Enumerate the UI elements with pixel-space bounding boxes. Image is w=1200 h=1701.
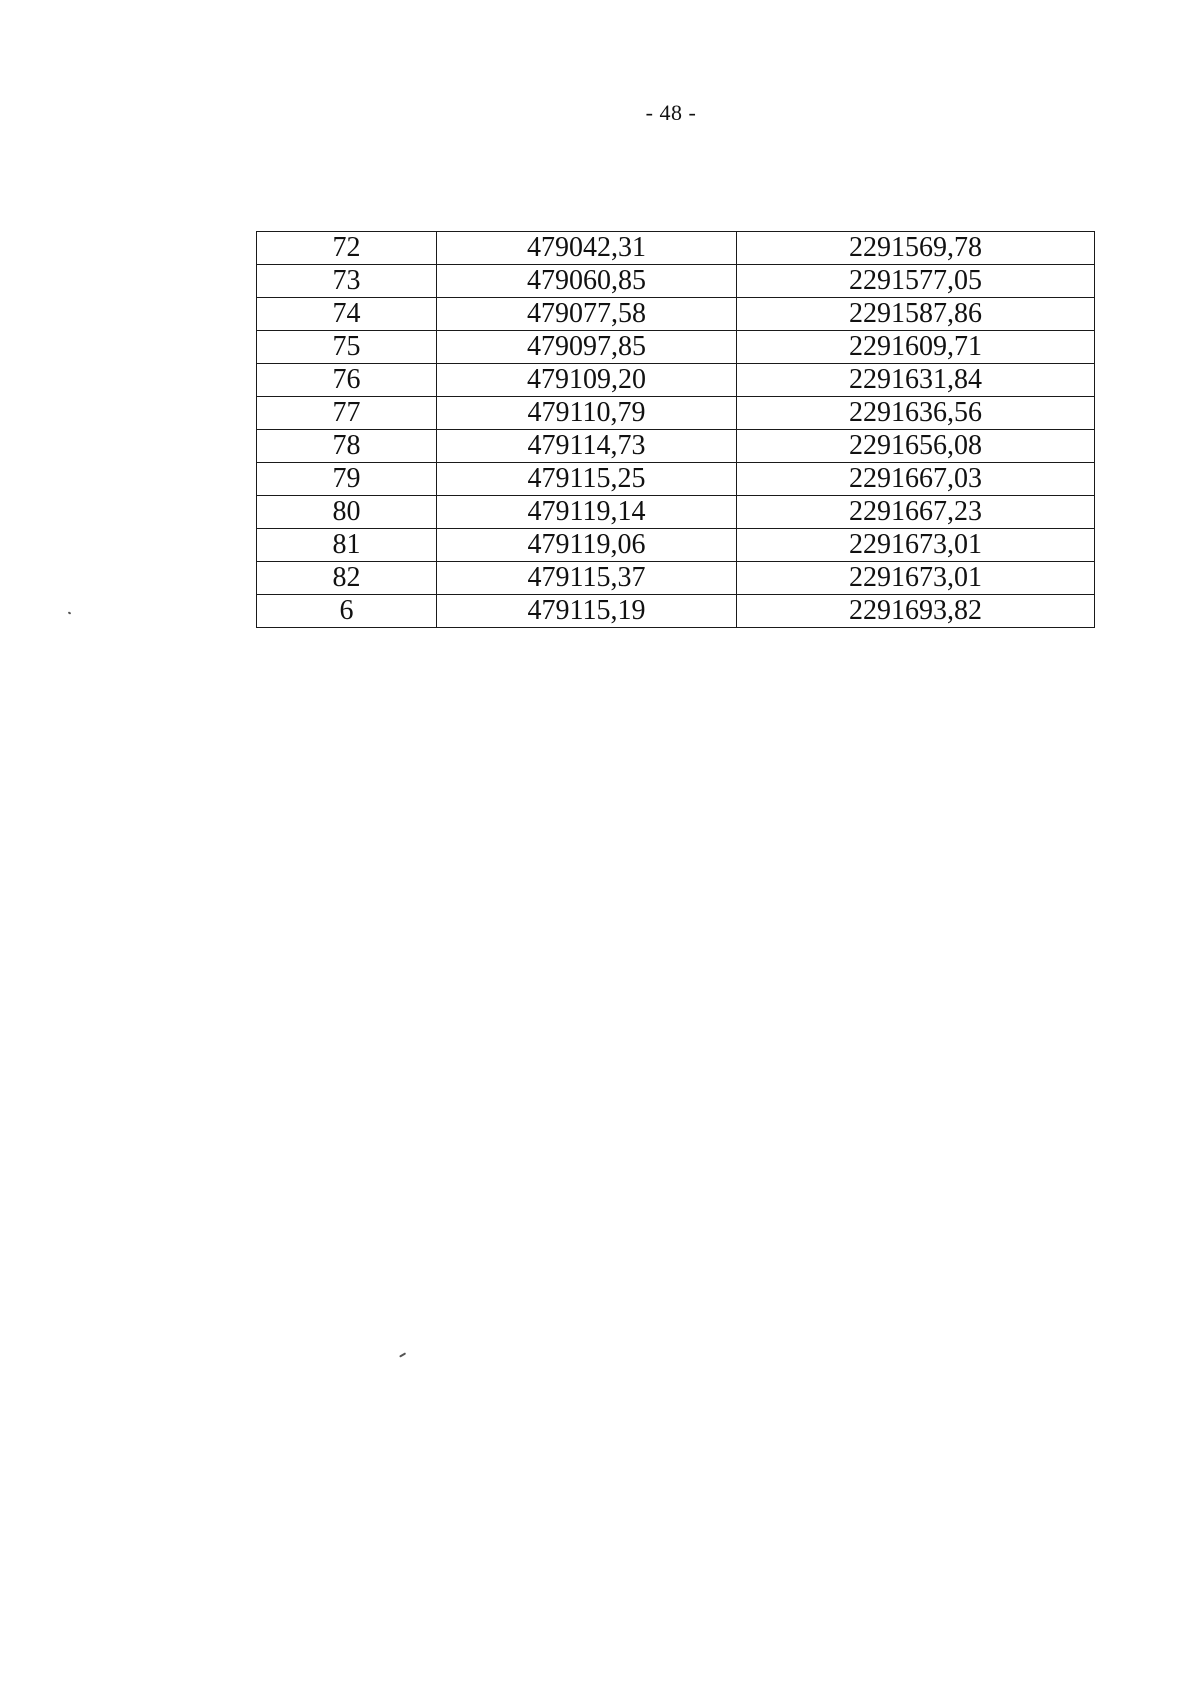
table-row <box>257 364 1095 397</box>
point-number-cell: 72 <box>257 232 437 265</box>
y-coordinate-cell: 2291656,08 <box>737 430 1095 463</box>
y-coordinate-cell: 2291609,71 <box>737 331 1095 364</box>
y-coordinate-cell: 2291587,86 <box>737 298 1095 331</box>
table-row <box>257 529 1095 562</box>
table-row <box>257 562 1095 595</box>
table-row <box>257 232 1095 265</box>
y-coordinate-cell: 2291693,82 <box>737 595 1095 628</box>
y-coordinate-cell: 2291631,84 <box>737 364 1095 397</box>
y-coordinate-cell: 2291569,78 <box>737 232 1095 265</box>
x-coordinate-cell: 479115,19 <box>437 595 737 628</box>
scan-speck <box>399 1352 406 1357</box>
x-coordinate-cell: 479119,06 <box>437 529 737 562</box>
table-row <box>257 397 1095 430</box>
point-number-cell: 6 <box>257 595 437 628</box>
scan-speck <box>68 611 72 614</box>
y-coordinate-cell: 2291577,05 <box>737 265 1095 298</box>
x-coordinate-cell: 479042,31 <box>437 232 737 265</box>
y-coordinate-cell: 2291673,01 <box>737 562 1095 595</box>
point-number-cell: 77 <box>257 397 437 430</box>
table-row <box>257 496 1095 529</box>
x-coordinate-cell: 479119,14 <box>437 496 737 529</box>
table-row <box>257 265 1095 298</box>
table-row <box>257 298 1095 331</box>
point-number-cell: 73 <box>257 265 437 298</box>
x-coordinate-cell: 479097,85 <box>437 331 737 364</box>
point-number-cell: 78 <box>257 430 437 463</box>
point-number-cell: 79 <box>257 463 437 496</box>
table-row <box>257 595 1095 628</box>
point-number-cell: 82 <box>257 562 437 595</box>
x-coordinate-cell: 479115,25 <box>437 463 737 496</box>
x-coordinate-cell: 479077,58 <box>437 298 737 331</box>
page-number: - 48 - <box>645 100 697 125</box>
y-coordinate-cell: 2291673,01 <box>737 529 1095 562</box>
table-row <box>257 331 1095 364</box>
point-number-cell: 76 <box>257 364 437 397</box>
x-coordinate-cell: 479114,73 <box>437 430 737 463</box>
coordinates-table <box>256 231 1095 628</box>
y-coordinate-cell: 2291667,23 <box>737 496 1095 529</box>
x-coordinate-cell: 479060,85 <box>437 265 737 298</box>
table-row <box>257 430 1095 463</box>
point-number-cell: 74 <box>257 298 437 331</box>
y-coordinate-cell: 2291636,56 <box>737 397 1095 430</box>
x-coordinate-cell: 479110,79 <box>437 397 737 430</box>
point-number-cell: 75 <box>257 331 437 364</box>
point-number-cell: 81 <box>257 529 437 562</box>
x-coordinate-cell: 479109,20 <box>437 364 737 397</box>
point-number-cell: 80 <box>257 496 437 529</box>
y-coordinate-cell: 2291667,03 <box>737 463 1095 496</box>
x-coordinate-cell: 479115,37 <box>437 562 737 595</box>
table-row <box>257 463 1095 496</box>
